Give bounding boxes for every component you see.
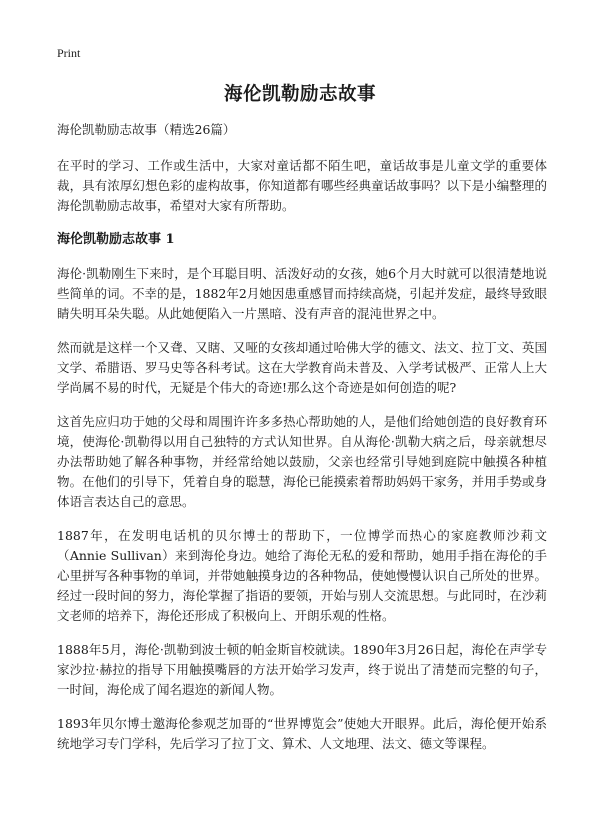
story-paragraph: 1887年，在发明电话机的贝尔博士的帮助下，一位博学而热心的家庭教师沙莉文（Annie Sullivan）来到海伦身边。她给了海伦无私的爱和帮助，她用手指在海伦的手心里拼写各种事物的单词，并带她触摸身边的各种物品，使她慢慢认识自己所处的世界。经过一段时间的努力，海伦掌握了指语的要领，开始与别人交流思想。与此同时，在沙莉文老师的培养下，海伦还形成了积极向上、开朗乐观的性格。 <box>57 528 547 623</box>
print-link[interactable]: Print <box>57 46 81 60</box>
intro-paragraph: 在平时的学习、工作或生活中，大家对童话都不陌生吧，童话故事是儿童文学的重要体裁，具有浓厚幻想色彩的虚构故事，你知道都有哪些经典童话故事吗？以下是小编整理的海伦凯勒励志故事，希望对大家有所帮助。 <box>57 158 547 213</box>
article-body <box>57 120 547 768</box>
article-subtitle: 海伦凯勒励志故事（精选26篇） <box>57 122 236 137</box>
story-paragraph: 这首先应归功于她的父母和周围许许多多热心帮助她的人，是他们给她创造的良好教育环境，使海伦·凯勒得以用自己独特的方式认知世界。自从海伦·凯勒大病之后，母亲就想尽办法帮助她了解各种事物，并经常给她以鼓励，父亲也经常引导她到庭院中触摸各种植物。在他们的引导下，凭着自身的聪慧，海伦已能摸索着帮助妈妈干家务，并用手势或身体语言表达自己的意思。 <box>57 414 547 509</box>
story-paragraph: 然而就是这样一个又聋、又瞎、又哑的女孩却通过哈佛大学的德文、法文、拉丁文、英国文学、希腊语、罗马史等各科考试。这在大学教育尚未普及、入学考试极严、正常人上大学尚属不易的时代，无疑是个伟大的奇迹!那么这个奇迹是如何创造的呢? <box>57 340 547 395</box>
section-heading: 海伦凯勒励志故事 1 <box>57 232 175 247</box>
story-paragraph: 1888年5月，海伦·凯勒到波士顿的帕金斯盲校就读。1890年3月26日起，海伦在声学专家沙拉·赫拉的指导下用触摸嘴唇的方法开始学习发声，终于说出了清楚而完整的句子，一时间，海伦成了闻名遐迩的新闻人物。 <box>57 642 547 697</box>
page-title: 海伦凯勒励志故事 <box>223 84 376 105</box>
story-paragraph: 1893年贝尔博士邀海伦参观芝加哥的“世界博览会”使她大开眼界。此后，海伦便开始系统地学习专门学科，先后学习了拉丁文、算术、人文地理、法文、德文等课程。 <box>57 716 547 751</box>
story-paragraph: 海伦·凯勒刚生下来时，是个耳聪目明、活泼好动的女孩，她6个月大时就可以很清楚地说些简单的词。不幸的是，1882年2月她因患重感冒而持续高烧，引起并发症，最终导致眼睛失明耳朵失聪。从此她便陷入一片黑暗、没有声音的混沌世界之中。 <box>57 266 547 321</box>
